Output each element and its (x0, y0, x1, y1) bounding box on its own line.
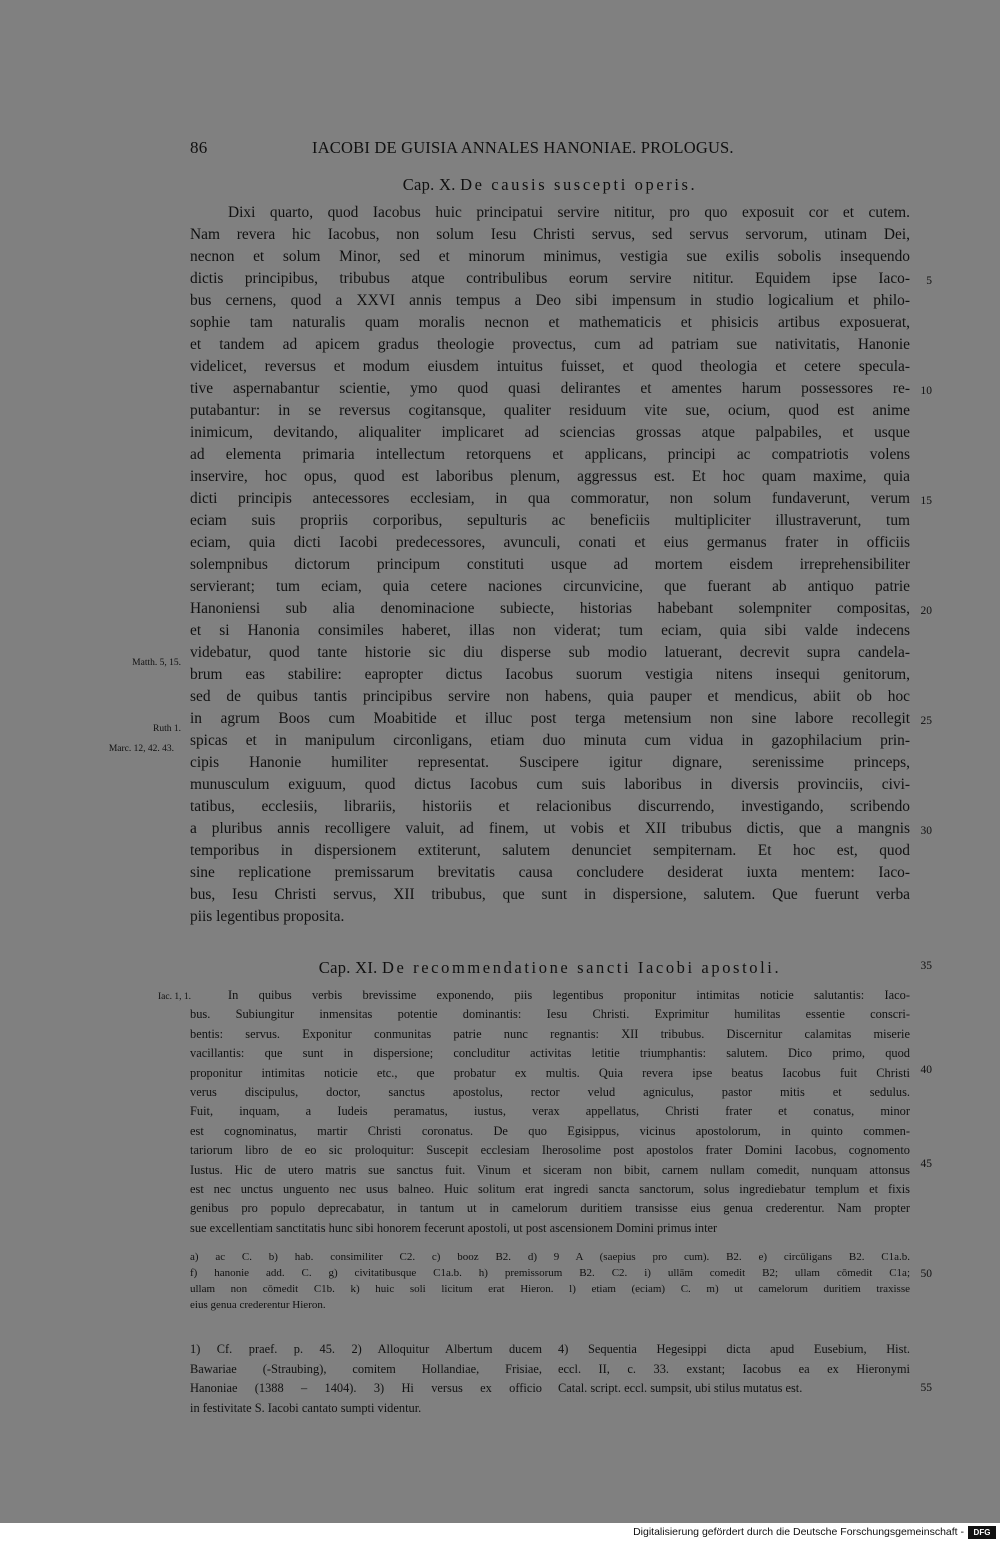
commentary-line: tariorum libro de eo sic proloquitur: Suscepit ecclesiam Iherosolime post apostolos frater Domini Iacobus, cognomento (190, 1143, 910, 1158)
chapter-label: Cap. XI. (318, 958, 378, 977)
text-line: Hanoniensi sub alia denominacione subiecte, historias habebant solempniter compositas, (190, 600, 910, 617)
text-line: cipis Hanonie humiliter representat. Suscipere igitur dignare, serenissime princeps, (190, 754, 910, 771)
text-line: Nam revera hic Iacobus, non solum Iesu Christi servus, sed servus servorum, utinam Dei, (190, 226, 910, 243)
text-line: piis legentibus proposita. (190, 908, 345, 925)
footnote-line: Catal. script. eccl. sumpsit, ubi stilus mutatus est. (558, 1381, 803, 1395)
text-line: et tandem ad apicem gradus theologie provectus, cum ad patriam sue nativitatis, Hanonie (190, 336, 910, 353)
footer-bar (0, 1523, 1000, 1542)
commentary-line: est cognominatus, martir Christi coronatus. De quo Egisippus, vicinus apostolorum, in quinto commen- (190, 1123, 910, 1138)
text-line: sed de quibus tantis principibus servire non habens, quia pauper et mendicus, abiit ob hoc (190, 688, 910, 705)
text-line: munusculum exiguum, quod dictus Iacobus cum suis laboribus in diversis provinciis, civi- (190, 776, 910, 793)
chapter-title: De causis suscepti operis. (460, 175, 698, 194)
line-number: 55 (920, 1382, 932, 1394)
footnote-line: Bawariae (-Straubing), comitem Hollandiae, Frisiae, (190, 1361, 542, 1376)
text-line: brum eas stabilire: eapropter dictus Iacobus suorum vestigia nitens insequi genitorum, (190, 666, 910, 683)
running-title: IACOBI DE GUISIA ANNALES HANONIAE. PROLOGUS. (312, 138, 734, 157)
marginal-reference: Marc. 12, 42. 43. (108, 744, 174, 754)
line-number: 40 (920, 1064, 932, 1076)
footnote-line: 4) Sequentia Hegesippi dicta apud Eusebium, Hist. (558, 1342, 910, 1356)
chapter-title: De recommendatione sancti Iacobi apostoli. (381, 958, 782, 977)
commentary-line: In quibus verbis brevissime exponendo, piis legentibus proponitur intimitas noticie salutantis: Iaco- (228, 988, 910, 1002)
text-line: dicti principis antecessores ecclesiam, in qua commoratur, non solum fundaverunt, verum (190, 490, 910, 507)
footer-credit: Digitalisierung gefördert durch die Deutsche Forschungsgemeinschaft - (633, 1526, 964, 1538)
text-line: putabantur: in se reversus cogitansque, qualiter residuum vite sue, ocium, quod est anime (190, 402, 910, 419)
text-line: bus, Iesu Christi servus, XII tribubus, que sunt in dispersione, salutem. Que fuerunt verba (190, 886, 910, 903)
marginal-reference: Iac. 1, 1. (158, 992, 191, 1002)
marginal-reference: Matth. 5, 15. (132, 658, 181, 668)
commentary-line: bus. Subiungitur inmensitas potentie dominantis: Iesu Christi. Exprimitur humilitas essentie conscri- (190, 1007, 910, 1022)
variant-note-line: a) ac C. b) hab. consimiliter C2. c) booz B2. d) 9 A (saepius pro cum). B2. e) circūligans B2. C1a.b. (190, 1251, 910, 1263)
text-line: dictis principibus, tribubus atque contribulibus eorum servire nititur. Equidem ipse Iaco- (190, 270, 910, 287)
chapter-heading-10 (190, 175, 910, 195)
text-line: in agrum Boos cum Moabitide et illuc post terga metensium non sine labore recollegit (190, 710, 910, 727)
line-number: 20 (920, 605, 932, 617)
text-line: inservire, hoc opus, quod est laboribus plenum, aggressus est. Et hoc quam maxime, quia (190, 468, 910, 485)
text-line: videbatur, quod tante historie sic diu disperse sub modio latuerant, decrevit supra candela- (190, 644, 910, 661)
text-line: tive aspernabantur scientie, ymo quod quasi delirantes et amentes harum possessores re- (190, 380, 910, 397)
text-line: a pluribus annis recolligere valuit, ad finem, ut vobis et XII tribubus dictis, que a mangnis (190, 820, 910, 837)
text-line: temporibus in dispersionem extiterunt, salutem denunciet sempiternam. Et hoc est, quod (190, 842, 910, 859)
footnote-line: Hanoniae (1388 – 1404). 3) Hi versus ex officio (190, 1381, 542, 1395)
commentary-line: proponitur intimitas noticie etc., que probatur ex multis. Quia revera ipse beatus Iacobus fuit Christi (190, 1065, 910, 1080)
marginal-reference: Ruth 1. (153, 724, 181, 734)
text-line: sine replicatione premissarum brevitatis causa concludere desiderat iuxta mentem: Iaco- (190, 864, 910, 881)
line-number: 35 (920, 960, 932, 972)
variant-note-line: f) hanonie add. C. g) civitatibusque C1a.b. h) premissorum B2. C2. i) ullām comedit B2; ullam cōmedit C1a; (190, 1267, 910, 1279)
chapter-label: Cap. X. (402, 175, 456, 194)
text-line: solempnibus dictorum principum constituti usque ad mortem eisdem irreprehensibiliter (190, 556, 910, 573)
commentary-line: Fuit, inquam, a Iudeis peramatus, iustus, verax appellatus, Christi frater et conatus, minor (190, 1104, 910, 1119)
text-line: videlicet, reversus et modum eiusdem intuitus fuisset, et quod theologia et cetere specula- (190, 358, 910, 375)
commentary-line: genibus pro populo deprecabatur, in tantum ut in camelorum duritiem transisse eius genua crederentur. Nam propter (190, 1201, 910, 1216)
line-number: 50 (920, 1268, 932, 1280)
line-number: 5 (926, 275, 932, 287)
commentary-line: Iustus. Hic de utero matris sue sanctus fuit. Vinum et siceram non bibit, carnem nullam comedit, nunquam attonsus (190, 1162, 910, 1177)
commentary-line: verus discipulus, doctor, sanctus apostolus, rector velud agniculus, pastor mitis et sedulus. (190, 1085, 910, 1099)
dfg-logo: DFG (968, 1526, 996, 1539)
commentary-line: est nec unctus unguento nec usus balneo. Huic solitum erat ingredi sancta sanctorum, solus ingrediebatur templum et fixis (190, 1182, 910, 1196)
text-line: ad elementa primaria intellectum retorquens et applicans, principi ac compatriotis volens (190, 446, 910, 463)
line-number: 25 (920, 715, 932, 727)
text-line: spicas et in manipulum circonligans, etiam duo minuta cum vidua in gazophilacium prin- (190, 732, 910, 749)
text-line: necnon et solum Minor, sed et minorum minimus, vestigia sue exilis sobolis insequendo (190, 248, 910, 265)
text-line: bus cernens, quod a XXVI annis tempus a Deo sibi impensum in studio logicalium et philo- (190, 292, 910, 309)
text-line: inimicum, devitando, aliqualiter implicaret ad sciencias grossas atque palpabiles, et usque (190, 424, 910, 441)
text-line: et si Hanonia consimiles haberet, illas non viderat; tum eciam, quia sibi valde indecens (190, 622, 910, 639)
text-line: eciam suis propriis corporibus, sepulturis ac beneficiis multipliciter illustraverunt, tum (190, 512, 910, 529)
variant-note-line: eius genua crederentur Hieron. (190, 1299, 326, 1311)
commentary-line: sue excellentiam sanctitatis hunc sibi honorem fecerunt apostoli, ut post ascensionem Domini primus inter (190, 1220, 718, 1235)
line-number: 45 (920, 1158, 932, 1170)
commentary-line: vacillantis: que sunt in dispersione; concluditur activitas letitie triumphantis: salutem. Dico primo, quod (190, 1046, 910, 1061)
running-header (190, 138, 910, 162)
text-line: Dixi quarto, quod Iacobus huic principatui servire nititur, pro quo exposuit cor et cutem. (228, 204, 910, 221)
line-number: 10 (920, 385, 932, 397)
footnote-line: 1) Cf. praef. p. 45. 2) Alloquitur Albertum ducem (190, 1342, 542, 1356)
text-line: sophie tam naturalis quam moralis necnon et mathematicis et phisicis artibus exposuerat, (190, 314, 910, 331)
variant-note-line: ullam non cōmedit C1b. k) huic soli licitum erat Hieron. l) etiam (eciam) C. m) ut camelorum duritiem traxisse (190, 1283, 910, 1295)
text-line: servierant; tum eciam, quia cetere naciones circunvicine, que fuerant ab antiquo patrie (190, 578, 910, 595)
chapter-heading-11 (190, 958, 910, 978)
footnote-line: eccl. II, c. 33. exstant; Iacobus ea ex Hieronymi (558, 1361, 910, 1376)
text-line: tatibus, ecclesiis, librariis, historiis et relacionibus discurrendo, investigando, scribendo (190, 798, 910, 815)
footnote-line: in festivitate S. Iacobi cantato sumpti videntur. (190, 1400, 422, 1415)
line-number: 30 (920, 825, 932, 837)
text-line: eciam, quia dicti Iacobi predecessores, avunculi, conati et eius germanus frater in officiis (190, 534, 910, 551)
commentary-line: bentis: servus. Exponitur conmunitas patrie nunc regnantis: XII tribubus. Discernitur calamitas miserie (190, 1026, 910, 1041)
page-number: 86 (190, 138, 208, 157)
line-number: 15 (920, 495, 932, 507)
